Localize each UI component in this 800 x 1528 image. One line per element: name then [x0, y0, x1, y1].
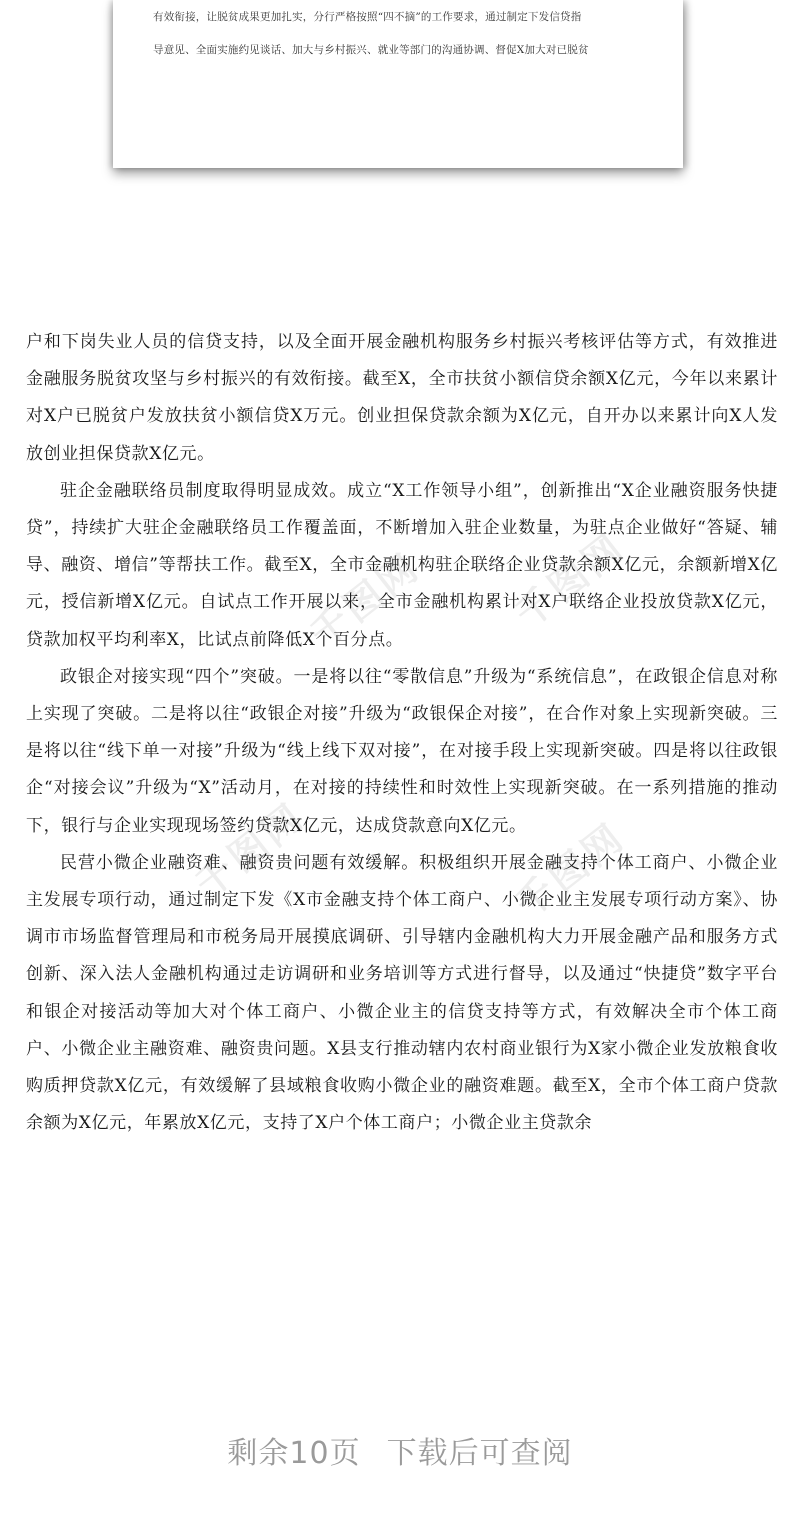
preview-text-line: 有效衔接，让脱贫成果更加扎实，分行严格按照“四不摘”的工作要求，通过制定下发信贷指 [153, 11, 582, 23]
download-to-view-label: 下载后可查阅 [386, 1436, 573, 1471]
body-paragraph: 政银企对接实现“四个”突破。一是将以往“零散信息”升级为“系统信息”，在政银企信息对称上实现了突破。二是将以往“政银企对接”升级为“政银保企对接”，在合作对象上实现新突破。三是将以往“线下单一对接”升级为“线上线下双对接”，在对接手段上实现新突破。四是将以往政银企“对接会议”升级为“X”活动月，在对接的持续性和时效性上实现新突破。在一系列措施的推动下，银行与企业实现现场签约贷款X亿元，达成贷款意向X亿元。 [26, 666, 778, 836]
body-paragraph: 民营小微企业融资难、融资贵问题有效缓解。积极组织开展金融支持个体工商户、小微企业主发展专项行动，通过制定下发《X市金融支持个体工商户、小微企业主发展专项行动方案》、协调市市场监督管理局和市税务局开展摸底调研、引导辖内金融机构大力开展金融产品和服务方式创新、深入法人金融机构通过走访调研和业务培训等方式进行督导，以及通过“快捷贷”数字平台和银企对接活动等加大对个体工商户、小微企业主的信贷支持等方式，有效解决全市个体工商户、小微企业主融资难、融资贵问题。X县支行推动辖内农村商业银行为X家小微企业发放粮食收购质押贷款X亿元，有效缓解了县域粮食收购小微企业的融资难题。截至X，全市个体工商户贷款余额为X亿元，年累放X亿元，支持了X户个体工商户；小微企业主贷款余 [26, 852, 778, 1134]
watermark: 千图网 [506, 814, 634, 927]
body-paragraph: 驻企金融联络员制度取得明显成效。成立“X工作领导小组”，创新推出“X企业融资服务快捷贷”，持续扩大驻企金融联络员工作覆盖面，不断增加入驻企业数量，为驻点企业做好“答疑、辅导、融资、增信”等帮扶工作。截至X，全市金融机构驻企联络企业贷款余额X亿元，余额新增X亿元，授信新增X亿元。自试点工作开展以来，全市金融机构累计对X户联络企业投放贷款X亿元，贷款加权平均利率X，比试点前降低X个百分点。 [26, 480, 778, 650]
document-preview-card [113, 0, 683, 168]
download-more-banner[interactable] [0, 1428, 800, 1472]
preview-text-line: 导意见、全面实施约见谈话、加大与乡村振兴、就业等部门的沟通协调、督促X加大对已脱贫 [153, 44, 589, 56]
remaining-pages-label: 剩余10页 [227, 1436, 361, 1471]
watermark: 千图网 [506, 524, 634, 637]
body-paragraph: 户和下岗失业人员的信贷支持，以及全面开展金融机构服务乡村振兴考核评估等方式，有效推进金融服务脱贫攻坚与乡村振兴的有效衔接。截至X，全市扶贫小额信贷余额X亿元，今年以来累计对X户已脱贫户发放扶贫小额信贷X万元。创业担保贷款余额为X亿元，自开办以来累计向X人发放创业担保贷款X亿元。 [26, 332, 778, 464]
document-body [26, 324, 778, 1142]
watermark: 千图网 [301, 544, 429, 657]
watermark: 千图网 [186, 794, 314, 907]
